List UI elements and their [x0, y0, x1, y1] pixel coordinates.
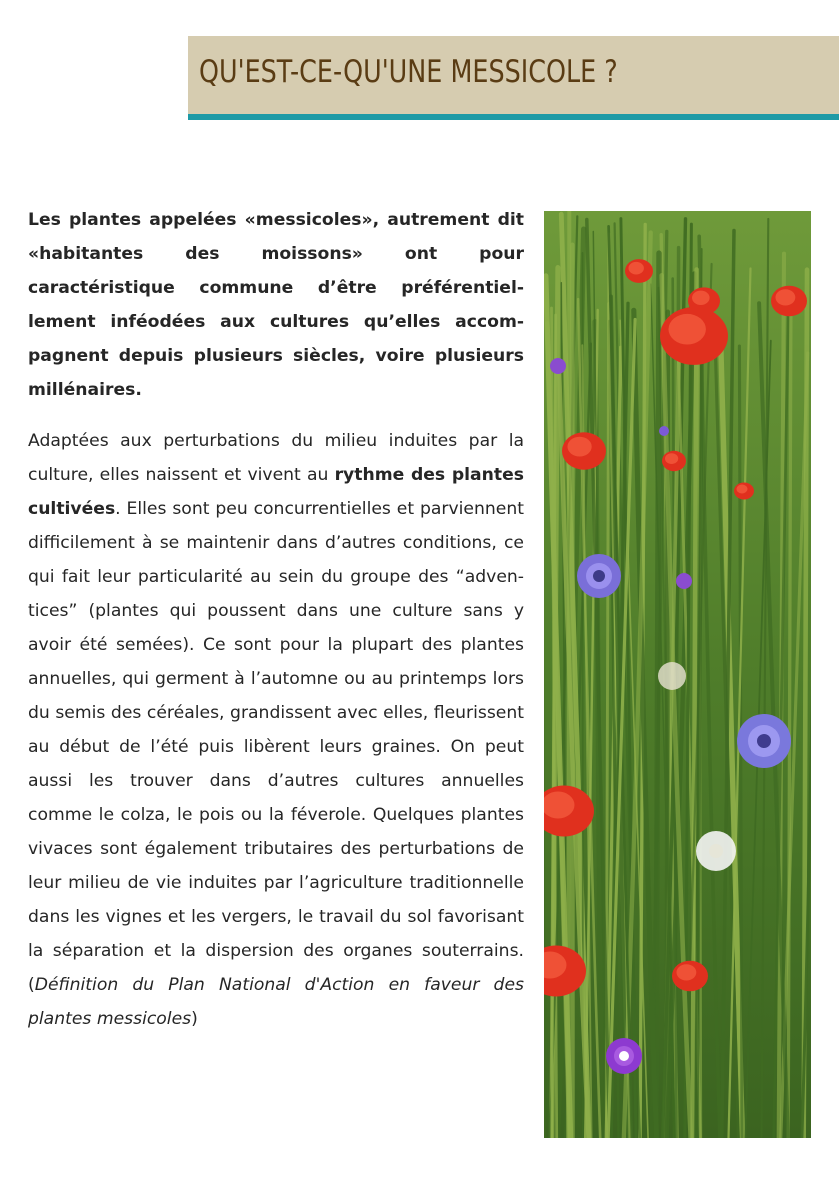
white-flower-icon	[696, 831, 736, 871]
poppy-icon	[660, 307, 728, 365]
meadow-illustration	[544, 211, 811, 1138]
seedhead-icon	[658, 662, 686, 690]
cornflower-icon	[659, 426, 669, 436]
cornflower-icon	[606, 1038, 642, 1074]
citation-close: )	[191, 1009, 198, 1029]
cornflower-icon	[550, 358, 566, 374]
poppy-icon	[734, 483, 754, 500]
cornflower-icon	[577, 554, 621, 598]
cornflower-icon	[737, 714, 791, 768]
page-title: QU'EST-CE-QU'UNE MESSICOLE ?	[199, 54, 618, 90]
poppy-icon	[625, 259, 653, 283]
poppy-icon	[672, 961, 708, 992]
poppy-icon	[662, 451, 686, 471]
body-text-start: Adaptées aux perturbations du milieu induites par la culture, elles naissent et vivent au	[28, 431, 524, 485]
meadow-photo	[544, 211, 811, 1138]
body-text-main: . Elles sont peu concurrentielles et parviennent difficilement à se maintenir dans d’autres conditions, ce qui fait leur particularité au sein du groupe des “adventices” (plantes qui poussent dans une culture sans y avoir été semées). Ce sont pour la plupart des plantes annuelles, qui germent à l’automne ou au printemps lors du semis des céréales, grandissent avec elles, fleurissent au début de l’été puis libèrent leurs graines. On peut aussi les trouver dans d’autres cultures annuelles comme le colza, le pois ou la féverole. Quelques plantes vivaces sont également tributaires des perturbations de leur milieu de vie induites par l’agriculture traditionnelle dans les vignes et les vergers, le travail du sol favorisant la séparation et la dispersion des organes souterrains. (	[28, 499, 524, 995]
poppy-icon	[771, 286, 807, 317]
title-underline	[188, 114, 839, 120]
body-emphasis: rythme des plantes cultivées	[28, 465, 524, 519]
citation: Définition du Plan National d'Action en faveur des plantes messicoles	[28, 975, 524, 1029]
cornflower-icon	[676, 573, 692, 589]
poppy-icon	[688, 287, 720, 314]
text-column	[28, 203, 524, 1036]
grass-blade	[568, 212, 569, 1138]
poppy-icon	[562, 432, 606, 469]
lead-paragraph: Les plantes appelées «messicoles», autrement dit «habitantes des moissons» ont pour caractéristique commune d’être préférentiellement inféodées aux cultures qu’elles accompagnent depuis plusieurs siècles, voire plusieurs millénaires.	[28, 210, 524, 400]
body-paragraph	[28, 424, 524, 1036]
